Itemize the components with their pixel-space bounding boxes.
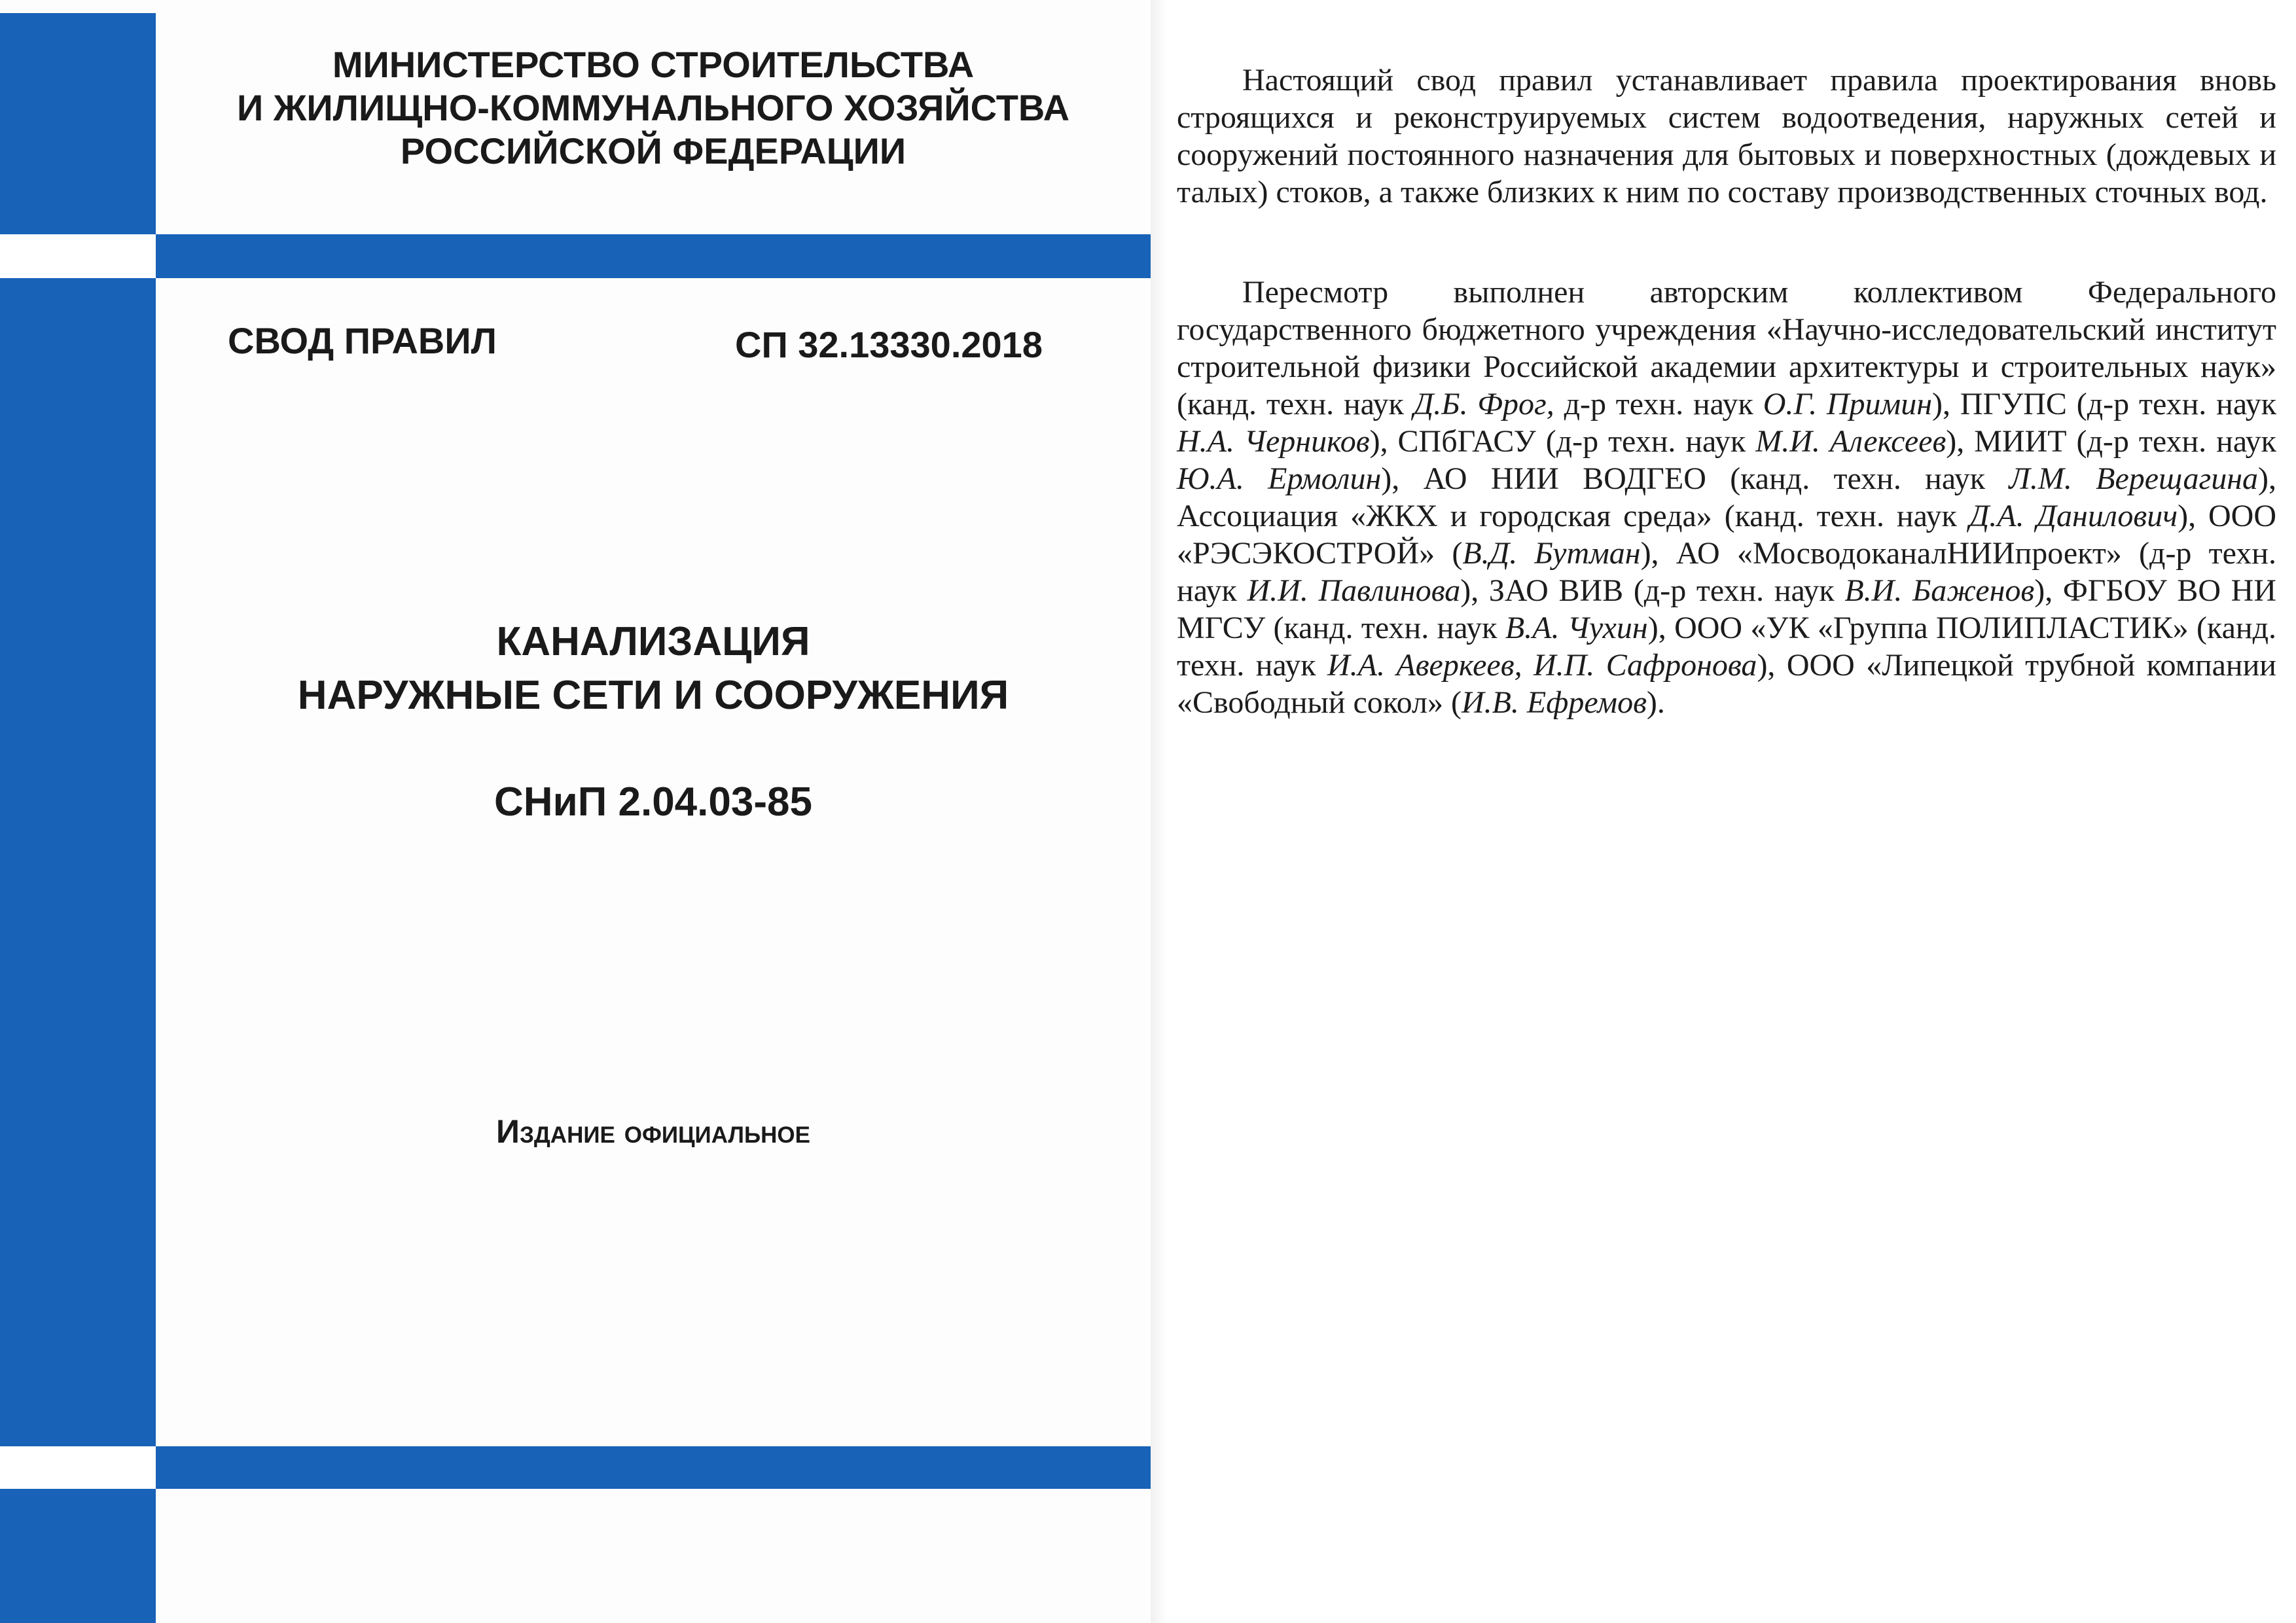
- title-line: КАНАЛИЗАЦИЯ: [496, 619, 810, 664]
- cover-band-top: [156, 234, 1151, 278]
- ministry-line: МИНИСТЕРСТВО СТРОИТЕЛЬСТВА: [332, 44, 975, 85]
- authors-text-segment: ).: [1646, 685, 1665, 720]
- ministry-line: РОССИЙСКОЙ ФЕДЕРАЦИИ: [400, 130, 906, 171]
- authors-text-segment: ), АО «МосводоканалНИИпроект» (д-р техн. наук: [1177, 536, 2276, 608]
- cover-stripe-gap-bottom: [0, 1446, 156, 1489]
- edition-label: Издание официальное: [496, 1113, 810, 1150]
- author-name: Д.Б. Фрог,: [1413, 387, 1554, 421]
- author-name: Ю.А. Ермолин: [1177, 461, 1382, 496]
- author-name: И.И. Павлинова: [1247, 573, 1461, 608]
- author-name: Д.А. Данилович: [1969, 499, 2178, 533]
- cover-side-stripe-middle: [0, 278, 156, 1446]
- code-value: СП 32.13330.2018: [735, 324, 1043, 365]
- document-title: [156, 615, 1151, 722]
- cover-band-bottom: [156, 1446, 1151, 1489]
- page-gutter: [1151, 0, 1168, 1623]
- author-name: И.В. Ефремов: [1461, 685, 1647, 720]
- cover-side-stripe-top: [0, 13, 156, 234]
- author-name: Н.А. Черников: [1177, 424, 1370, 459]
- authors-text-segment: ), ПГУПС (д-р техн. наук: [1932, 387, 2277, 421]
- code-label: СВОД ПРАВИЛ: [228, 320, 497, 361]
- cover-side-stripe-bottom: [0, 1489, 156, 1623]
- authors-text-segment: ), ФГБОУ ВО НИ МГСУ (канд. техн. наук: [1177, 573, 2277, 645]
- authors-text-segment: ), ООО «УК «Группа ПОЛИПЛАСТИК» (канд. техн. наук: [1177, 611, 2276, 683]
- title-line: НАРУЖНЫЕ СЕТИ И СООРУЖЕНИЯ: [297, 673, 1009, 718]
- scope-paragraph: Настоящий свод правил устанавливает правила проектирования вновь строящихся и реконструируемых систем водоотведения, наружных сетей и сооружений постоянного назначения для бытовых и поверхностных (дождевых и талых) стоков, а также близких к ним по составу производственных сточных вод.: [1177, 63, 2276, 209]
- author-name: В.А. Чухин: [1505, 611, 1648, 645]
- authors-text-segment: ), ЗАО ВИВ (д-р техн. наук: [1460, 573, 1845, 608]
- cover-stripe-gap-top: [0, 234, 156, 278]
- snip-reference: СНиП 2.04.03-85: [494, 779, 812, 825]
- authors-text-segment: ), ООО «РЭСЭКОСТРОЙ» (: [1177, 499, 2276, 571]
- authors-text-segment: ), СПбГАСУ (д-р техн. наук: [1369, 424, 1756, 459]
- authors-text-segment: д-р техн. наук: [1554, 387, 1763, 421]
- author-name: В.Д. Бутман: [1462, 536, 1641, 571]
- authors-paragraph: [1177, 274, 2276, 721]
- author-name: И.А. Аверкеев, И.П. Сафронова: [1327, 648, 1757, 683]
- author-name: О.Г. Примин: [1763, 387, 1933, 421]
- text-page: [1168, 0, 2296, 1623]
- authors-text-segment: ), ООО «Липецкой трубной компании «Свободный сокол» (: [1177, 648, 2276, 720]
- ministry-line: И ЖИЛИЩНО-КОММУНАЛЬНОГО ХОЗЯЙСТВА: [236, 87, 1070, 128]
- authors-text-segment: ), МИИТ (д-р техн. наук: [1946, 424, 2277, 459]
- author-name: М.И. Алексеев: [1755, 424, 1946, 459]
- authors-text-segment: Пересмотр выполнен авторским коллективом Федерального государственного бюджетного учреждения «Научно-исследовательский институт строительной физики Российской академии архитектуры и строительных наук» (канд. техн. наук: [1177, 275, 2276, 421]
- ministry-heading: [156, 43, 1151, 173]
- authors-text-segment: ), АО НИИ ВОДГЕО (канд. техн. наук: [1381, 461, 2009, 496]
- authors-text-segment: ), Ассоциация «ЖКХ и городская среда» (канд. техн. наук: [1177, 461, 2277, 533]
- author-name: Л.М. Верещагина: [2009, 461, 2259, 496]
- author-name: В.И. Баженов: [1844, 573, 2035, 608]
